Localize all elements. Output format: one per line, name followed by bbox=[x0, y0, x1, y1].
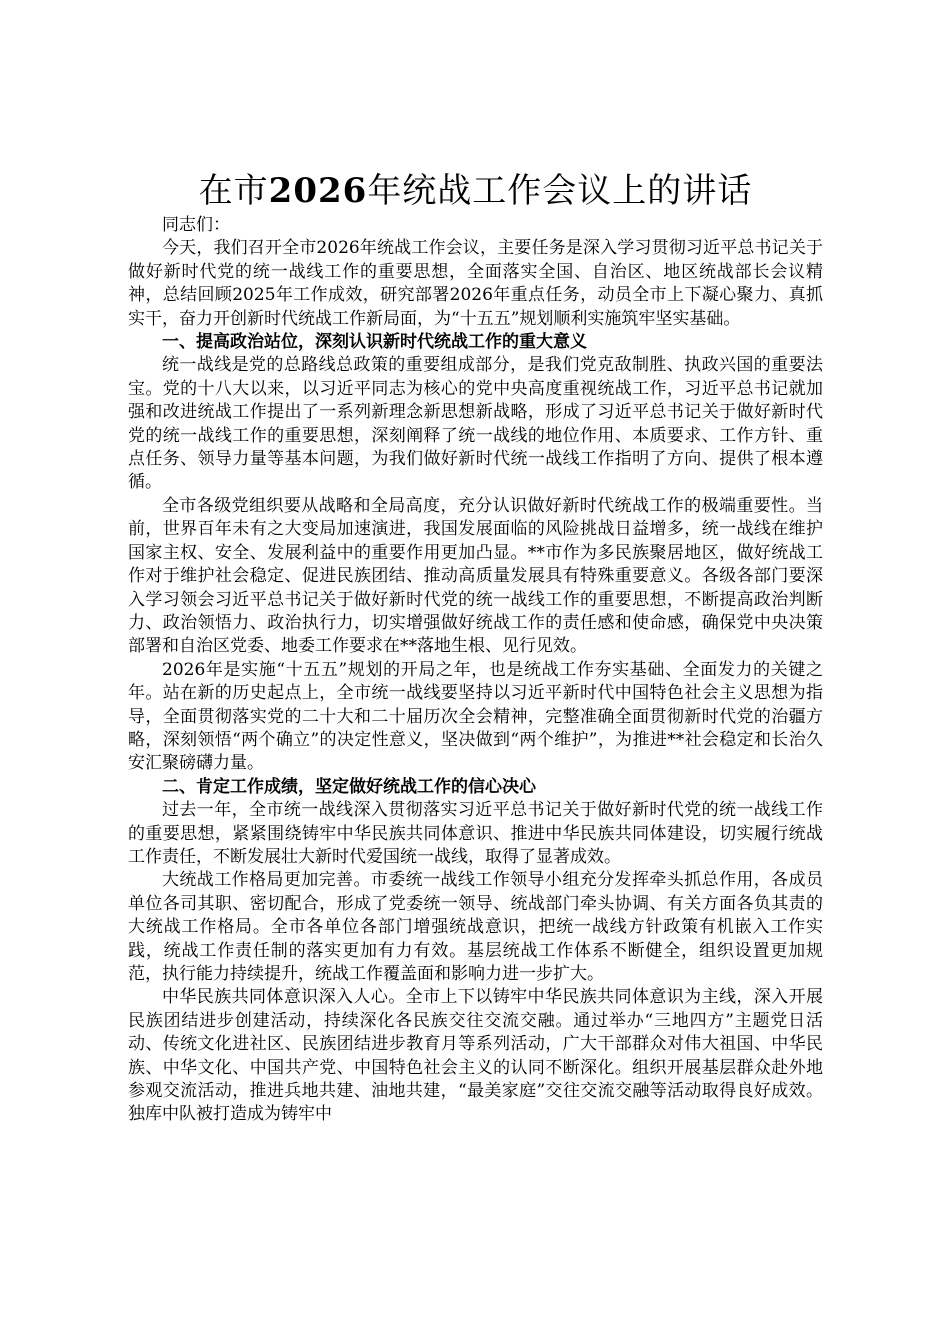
section-heading-2: 二、肯定工作成绩，坚定做好统战工作的信心决心 bbox=[162, 776, 536, 797]
title-prefix: 在市 bbox=[198, 171, 269, 211]
section-2-paragraph-2: 大统战工作格局更加完善。市委统一战线工作领导小组充分发挥牵头抓总作用，各成员单位各司其职、密切配合，形成了党委统一领导、统战部门牵头协调、有关方面各负其责的大统战工作格局。全市各单位各部门增强统战意识，把统一战线方针政策有机嵌入工作实践，统战工作责任制的落实更加有力有效。基层统战工作体系不断健全，组织设置更加规范，执行能力持续提升，统战工作覆盖面和影响力进一步扩大。 bbox=[128, 870, 823, 984]
title-year: 2026 bbox=[268, 171, 368, 211]
section-1-paragraph-3: 2026年是实施“十五五”规划的开局之年，也是统战工作夯实基础、全面发力的关键之年。站在新的历史起点上，全市统一战线要坚持以习近平新时代中国特色社会主义思想为指导，全面贯彻落实党的二十大和二十届历次全会精神，完整准确全面贯彻新时代党的治疆方略，深刻领悟“两个确立”的决定性意义，坚决做到“两个维护”，为推进**社会稳定和长治久安汇聚磅礴力量。 bbox=[128, 659, 823, 774]
intro-paragraph: 今天，我们召开全市2026年统战工作会议，主要任务是深入学习贯彻习近平总书记关于做好新时代党的统一战线工作的重要思想，全面落实全国、自治区、地区统战部长会议精神，总结回顾2025年工作成效，研究部署2026年重点任务，动员全市上下凝心聚力、真抓实干，奋力开创新时代统战工作新局面，为“十五五”规划顺利实施筑牢坚实基础。 bbox=[128, 238, 823, 329]
section-2-paragraph-3: 中华民族共同体意识深入人心。全市上下以铸牢中华民族共同体意识为主线，深入开展民族团结进步创建活动，持续深化各民族交往交流交融。通过举办“三地四方”主题党日活动、传统文化进社区、民族团结进步教育月等系列活动，广大干部群众对伟大祖国、中华民族、中华文化、中国共产党、中国特色社会主义的认同不断深化。组织开展基层群众赴外地参观交流活动，推进兵地共建、油地共建，“最美家庭”交往交流交融等活动取得良好成效。独库中队被打造成为铸牢中 bbox=[128, 987, 823, 1125]
salutation: 同志们： bbox=[162, 215, 230, 235]
section-2-paragraph-1: 过去一年，全市统一战线深入贯彻落实习近平总书记关于做好新时代党的统一战线工作的重要思想，紧紧围绕铸牢中华民族共同体意识、推进中华民族共同体建设，切实履行统战工作责任，不断发展壮大新时代爱国统一战线，取得了显著成效。 bbox=[128, 800, 823, 867]
section-heading-1: 一、提高政治站位，深刻认识新时代统战工作的重大意义 bbox=[162, 332, 587, 353]
section-1-paragraph-1: 统一战线是党的总路线总政策的重要组成部分，是我们党克敌制胜、执政兴国的重要法宝。党的十八大以来，以习近平同志为核心的党中央高度重视统战工作，习近平总书记就加强和改进统战工作提出了一系列新理念新思想新战略，形成了习近平总书记关于做好新时代党的统一战线工作的重要思想，深刻阐释了统一战线的地位作用、本质要求、工作方针、重点任务、领导力量等基本问题，为我们做好新时代统一战线工作指明了方向、提供了根本遵循。 bbox=[128, 355, 823, 493]
title-suffix: 年统战工作会议上的讲话 bbox=[367, 171, 753, 211]
document-page bbox=[128, 170, 823, 1127]
document-title bbox=[128, 170, 823, 212]
section-1-paragraph-2: 全市各级党组织要从战略和全局高度，充分认识做好新时代统战工作的极端重要性。当前，世界百年未有之大变局加速演进，我国发展面临的风险挑战日益增多，统一战线在维护国家主权、安全、发展利益中的重要作用更加凸显。**市作为多民族聚居地区，做好统战工作对于维护社会稳定、促进民族团结、推动高质量发展具有特殊重要意义。各级各部门要深入学习领会习近平总书记关于做好新时代党的统一战线工作的重要思想，不断提高政治判断力、政治领悟力、政治执行力，切实增强做好统战工作的责任感和使命感，确保党中央决策部署和自治区党委、地委工作要求在**落地生根、见行见效。 bbox=[128, 495, 823, 657]
